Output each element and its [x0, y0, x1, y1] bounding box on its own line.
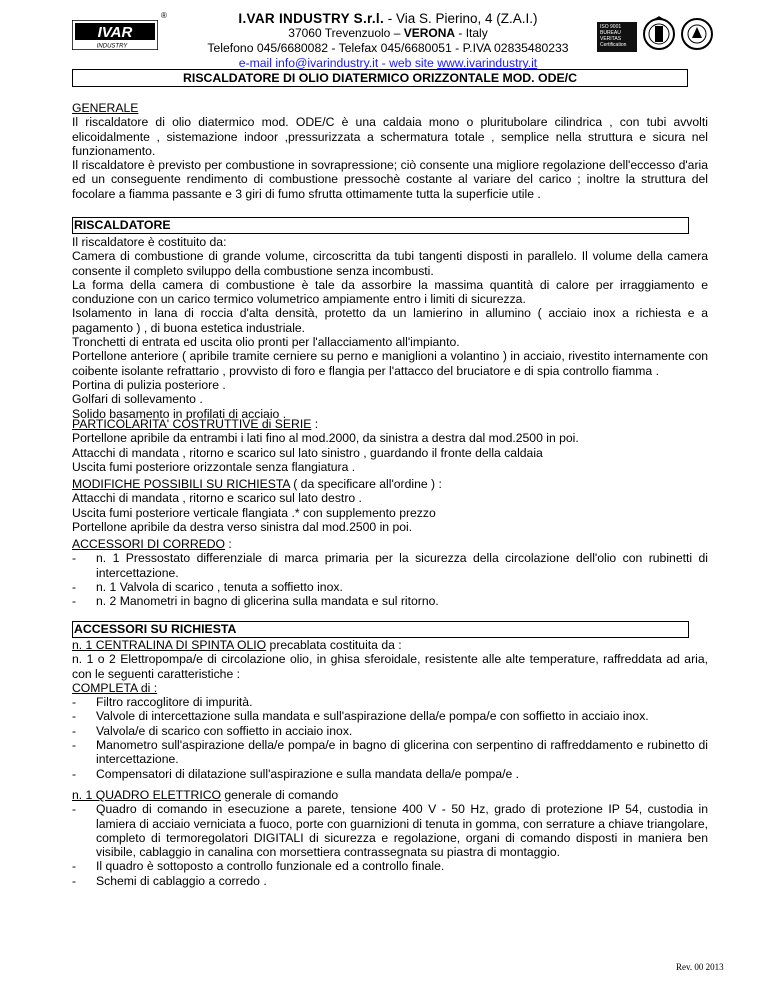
registered-mark: ® [161, 11, 167, 20]
modifiche-suffix: ( da specificare all'ordine ) : [289, 477, 442, 491]
riscaldatore-heading: RISCALDATORE [72, 217, 689, 234]
svg-text:IVAR: IVAR [97, 24, 133, 41]
document-title: RISCALDATORE DI OLIO DIATERMICO ORIZZONTALE MOD. ODE/C [72, 69, 688, 87]
generale-paragraph: Il riscaldatore è previsto per combustione in sovrapressione; ciò consente una migliore regolazione dell'eccesso d'aria ed un conseguente rendimento di combustione pressochè costante al variare del carico ; inoltre la struttura del focolare a fiamma passante e 3 giri di fumo sfrutta ottimamente tutta la superficie utile . [72, 158, 708, 201]
svg-text:INDUSTRY: INDUSTRY [96, 43, 128, 50]
accessori-richiesta-heading: ACCESSORI SU RICHIESTA [72, 621, 689, 638]
riscaldatore-line: Il riscaldatore è costituito da: [72, 235, 227, 249]
riscaldatore-line: Golfari di sollevamento . [72, 392, 203, 407]
section-generale [72, 101, 708, 201]
bureau-veritas-seal-icon [642, 14, 676, 54]
list-item: - Schemi di cablaggio a corredo . [72, 873, 267, 888]
riscaldatore-line: Portina di pulizia posteriore . [72, 377, 226, 392]
company-country: - Italy [455, 26, 488, 40]
revision-footer: Rev. 00 2013 [676, 962, 724, 972]
particolarita-line: Attacchi di mandata , ritorno e scarico sul lato sinistro , guardando il fronte della caldaia [72, 445, 543, 460]
elettropompe-text: n. 1 o 2 Elettropompa/e di circolazione olio, in ghisa sferoidale, resistente alle alte temperature, raffreddata ad aria, con le seguenti caratteristiche : [72, 652, 708, 681]
company-name: I.VAR INDUSTRY S.r.l. [238, 11, 384, 26]
riscaldatore-line: Isolamento in lana di roccia d'alta densità, protetto da un lamierino in allumino ( acciaio inox a richiesta e a pagamento ) , di buona estetica industriale. [72, 306, 708, 335]
centralina-item: Compensatori di dilatazione sull'aspirazione e sulla mandata della/e pompa/e . [96, 766, 520, 781]
corredo-item: n. 2 Manometri in bagno di glicerina sulla mandata e sul ritorno. [96, 594, 439, 609]
iso-cert-badge: ISO 9001 BUREAU VERITAS Certification [597, 22, 637, 52]
particolarita-heading: PARTICOLARITA' COSTRUTTIVE di SERIE [72, 417, 312, 431]
quadro-item: Quadro di comando in esecuzione a parete, tensione 400 V - 50 Hz, grado di protezione IP 54, custodia in lamiera di acciaio verniciata a fuoco, porte con guarnizioni di tenuta in gomma, con serrature a chiave triangolare, completo di termoregolatori DIGITALI di sicurezza e regolazione, organi di comando disposti in maniera ben visibile, cablaggio in canalina con morsettiera contrassegnata su piastra di montaggio. [96, 802, 708, 860]
company-website-link[interactable]: www.ivarindustry.it [437, 56, 538, 70]
completa-heading: COMPLETA di : [72, 680, 158, 695]
particolarita-colon: : [311, 417, 319, 431]
modifiche-line: Uscita fumi posteriore verticale flangiata .* con supplemento prezzo [72, 505, 436, 520]
list-item: - n. 1 Pressostato differenziale di marca primaria per la sicurezza della circolazione dell'olio con rubinetti di intercettazione. [72, 551, 708, 580]
list-item: - Filtro raccoglitore di impurità. [72, 695, 253, 710]
corredo-heading: ACCESSORI DI CORREDO [72, 537, 226, 551]
section-riscaldatore [72, 235, 708, 421]
quadro-suffix: generale di comando [221, 788, 339, 802]
quadro-heading: n. 1 QUADRO ELETTRICO [72, 788, 221, 802]
centralina-item: Valvola/e di scarico con soffietto in acciaio inox. [96, 723, 353, 738]
company-info [168, 11, 608, 71]
list-item: - n. 1 Valvola di scarico , tenuta a soffietto inox. [72, 579, 343, 594]
particolarita-line: Portellone apribile da entrambi i lati fino al mod.2000, da sinistra a destra dal mod.2500 in poi. [72, 431, 579, 446]
list-item: - Il quadro è sottoposto a controllo funzionale ed a controllo finale. [72, 859, 445, 874]
company-city-pre: 37060 Trevenzuolo – [288, 26, 404, 40]
riscaldatore-line: La forma della camera di combustione è tale da assorbire la massima quantità di calore per irraggiamento e conduzione con un carico termico volumetrico ampiamente entro i limiti di sicurezza. [72, 277, 708, 307]
accredia-seal-icon [680, 14, 714, 54]
particolarita-line: Uscita fumi posteriore orizzontale senza flangiatura . [72, 459, 356, 474]
modifiche-heading: MODIFICHE POSSIBILI SU RICHIESTA [72, 477, 290, 491]
company-logo [72, 20, 158, 50]
company-city: VERONA [403, 26, 456, 40]
corredo-colon: : [225, 537, 232, 551]
quadro-item: Schemi di cablaggio a corredo . [96, 873, 267, 888]
centralina-heading: n. 1 CENTRALINA DI SPINTA OLIO [72, 638, 267, 652]
list-item: - Manometro sull'aspirazione della/e pompa/e in bagno di glicerina con serpentino di raffreddamento e rubinetto di intercettazione. [72, 738, 708, 767]
riscaldatore-line: Tronchetti di entrata ed uscita olio pronti per l'allacciamento all'impianto. [72, 335, 460, 350]
riscaldatore-line: Camera di combustione di grande volume, circoscritta da tubi tangenti disposti in parallelo. Il volume della camera consente il completo sviluppo della combustione senza incombusti. [72, 249, 708, 278]
riscaldatore-line: Portellone anteriore ( apribile tramite cerniere su perno e maniglioni a volantino ) in acciaio, rivestito internamente con coibente isolante refrattario , provvisto di foro e flangia per l'attacco del bruciatore e di spia controllo fiamma . [72, 349, 708, 378]
centralina-item: Filtro raccoglitore di impurità. [96, 695, 253, 710]
section-modifiche [72, 477, 708, 534]
company-email[interactable]: e-mail info@ivarindustry.it - web site [238, 56, 438, 70]
centralina-item: Manometro sull'aspirazione della/e pompa/e in bagno di glicerina con serpentino di raffreddamento e rubinetto di intercettazione. [96, 738, 708, 767]
list-item: - n. 2 Manometri in bagno di glicerina sulla mandata e sul ritorno. [72, 594, 439, 609]
centralina-item: Valvole di intercettazione sulla mandata e sull'aspirazione della/e pompa/e con soffietto in acciaio inox. [96, 709, 649, 724]
section-accessori-corredo [72, 537, 708, 608]
corredo-item: n. 1 Pressostato differenziale di marca primaria per la sicurezza della circolazione dell'olio con rubinetti di intercettazione. [96, 551, 708, 580]
section-particolarita [72, 417, 708, 474]
quadro-item: Il quadro è sottoposto a controllo funzionale ed a controllo finale. [96, 859, 445, 874]
generale-paragraph: Il riscaldatore di olio diatermico mod. ODE/C è una caldaia mono o pluritubolare cilindrica , con tubi avvolti elicoidalmente , sistemazione indoor ,pressurizzata a schermatura totale , semplice nella struttura e sicura nel funzionamento. [72, 115, 708, 158]
company-phone: Telefono 045/6680082 - Telefax 045/6680051 - P.IVA 02835480233 [207, 41, 569, 55]
list-item: - Valvola/e di scarico con soffietto in acciaio inox. [72, 723, 353, 738]
list-item: - Valvole di intercettazione sulla mandata e sull'aspirazione della/e pompa/e con soffietto in acciaio inox. [72, 709, 649, 724]
section-accessori-richiesta [72, 638, 708, 781]
modifiche-line: Portellone apribile da destra verso sinistra dal mod.2500 in poi. [72, 519, 413, 534]
modifiche-line: Attacchi di mandata , ritorno e scarico sul lato destro . [72, 491, 362, 506]
section-quadro-elettrico [72, 788, 708, 888]
corredo-item: n. 1 Valvola di scarico , tenuta a soffietto inox. [96, 579, 343, 594]
company-address: - Via S. Pierino, 4 (Z.A.I.) [384, 11, 538, 26]
list-item: - Quadro di comando in esecuzione a parete, tensione 400 V - 50 Hz, grado di protezione IP 54, custodia in lamiera di acciaio verniciata a fuoco, porte con guarnizioni di tenuta in gomma, con serrature a chiave triangolare, completo di termoregolatori DIGITALI di sicurezza e regolazione, organi di comando disposti in maniera ben visibile, cablaggio in canalina con morsettiera contrassegnata su piastra di montaggio. [72, 802, 708, 860]
centralina-suffix: precablata costituita da : [266, 638, 402, 652]
riscaldatore-line: Solido basamento in profilati di acciaio . [72, 406, 287, 421]
generale-heading: GENERALE [72, 101, 139, 115]
list-item: - Compensatori di dilatazione sull'aspirazione e sulla mandata della/e pompa/e . [72, 766, 520, 781]
